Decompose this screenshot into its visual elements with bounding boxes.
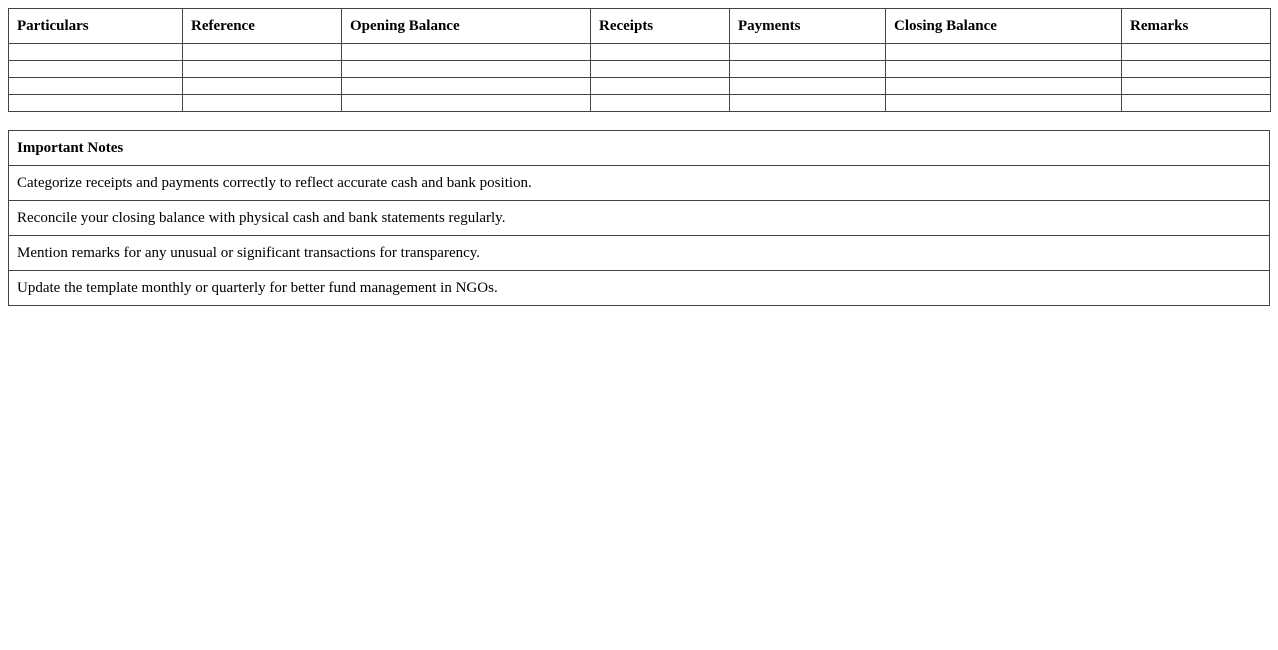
- header-payments: Payments: [730, 9, 886, 44]
- cell-reference[interactable]: [183, 95, 342, 112]
- cell-receipts[interactable]: [591, 95, 730, 112]
- cell-particulars[interactable]: [9, 44, 183, 61]
- cell-particulars[interactable]: [9, 61, 183, 78]
- cell-closing-balance[interactable]: [886, 95, 1122, 112]
- cell-particulars[interactable]: [9, 95, 183, 112]
- cell-particulars[interactable]: [9, 78, 183, 95]
- header-closing-balance: Closing Balance: [886, 9, 1122, 44]
- cell-reference[interactable]: [183, 61, 342, 78]
- cell-remarks[interactable]: [1122, 61, 1271, 78]
- cell-receipts[interactable]: [591, 61, 730, 78]
- list-item: [9, 236, 1270, 271]
- header-remarks: Remarks: [1122, 9, 1271, 44]
- cell-receipts[interactable]: [591, 44, 730, 61]
- header-receipts: Receipts: [591, 9, 730, 44]
- table-row: [9, 78, 1271, 95]
- note-text: Mention remarks for any unusual or significant transactions for transparency.: [9, 236, 1270, 271]
- notes-table: [8, 130, 1270, 306]
- notes-title: Important Notes: [9, 131, 1270, 166]
- cell-remarks[interactable]: [1122, 95, 1271, 112]
- cell-payments[interactable]: [730, 95, 886, 112]
- notes-header-row: [9, 131, 1270, 166]
- note-text: Categorize receipts and payments correctly to reflect accurate cash and bank position.: [9, 166, 1270, 201]
- cell-opening-balance[interactable]: [342, 61, 591, 78]
- cell-payments[interactable]: [730, 78, 886, 95]
- list-item: [9, 166, 1270, 201]
- cell-closing-balance[interactable]: [886, 44, 1122, 61]
- ledger-header-row: [9, 9, 1271, 44]
- table-row: [9, 44, 1271, 61]
- table-row: [9, 61, 1271, 78]
- list-item: [9, 201, 1270, 236]
- cell-reference[interactable]: [183, 78, 342, 95]
- cell-opening-balance[interactable]: [342, 78, 591, 95]
- cell-opening-balance[interactable]: [342, 95, 591, 112]
- cell-payments[interactable]: [730, 44, 886, 61]
- note-text: Update the template monthly or quarterly for better fund management in NGOs.: [9, 271, 1270, 306]
- cell-payments[interactable]: [730, 61, 886, 78]
- cell-remarks[interactable]: [1122, 78, 1271, 95]
- header-opening-balance: Opening Balance: [342, 9, 591, 44]
- list-item: [9, 271, 1270, 306]
- cell-remarks[interactable]: [1122, 44, 1271, 61]
- cell-closing-balance[interactable]: [886, 78, 1122, 95]
- ledger-table: [8, 8, 1271, 112]
- cell-closing-balance[interactable]: [886, 61, 1122, 78]
- table-row: [9, 95, 1271, 112]
- cell-opening-balance[interactable]: [342, 44, 591, 61]
- header-particulars: Particulars: [9, 9, 183, 44]
- header-reference: Reference: [183, 9, 342, 44]
- cell-reference[interactable]: [183, 44, 342, 61]
- cell-receipts[interactable]: [591, 78, 730, 95]
- note-text: Reconcile your closing balance with physical cash and bank statements regularly.: [9, 201, 1270, 236]
